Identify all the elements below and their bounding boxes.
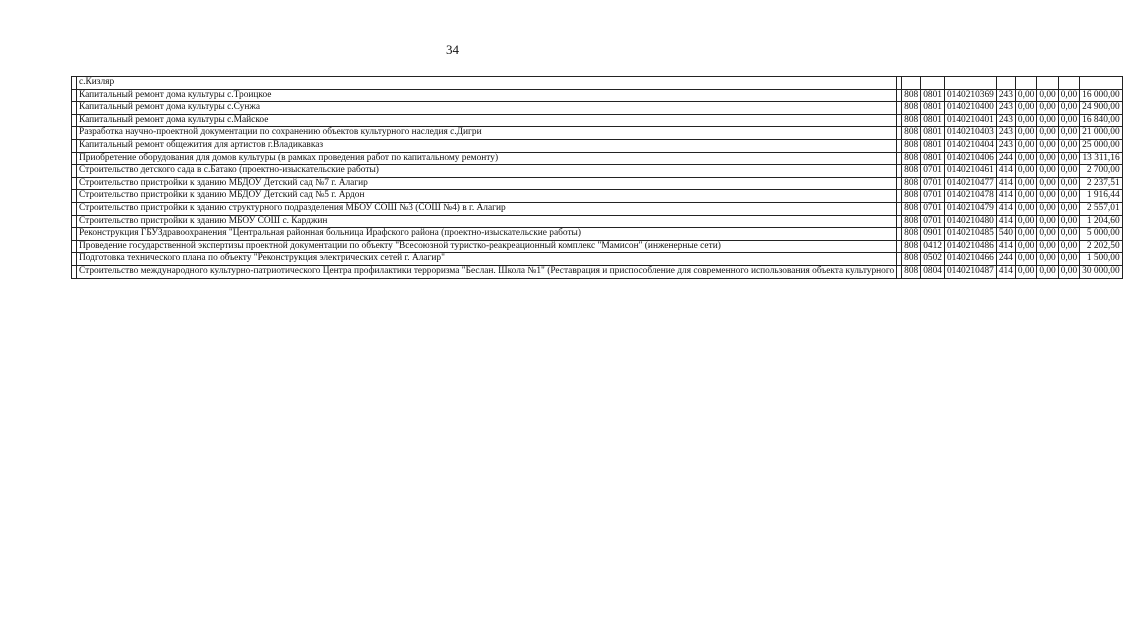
ministry-code-cell: 808 [902, 177, 921, 190]
item-name-cell: Строительство пристройки к зданию МБОУ СОШ с. Карджин [77, 215, 897, 228]
expense-type-cell: 243 [996, 102, 1015, 115]
amount-1-cell: 0,00 [1015, 152, 1036, 165]
item-name-cell: Капитальный ремонт общежития для артистов г.Владикавказ [77, 139, 897, 152]
total-amount-cell: 2 202,50 [1080, 240, 1123, 253]
amount-1-cell: 0,00 [1015, 127, 1036, 140]
item-name-cell: Капитальный ремонт дома культуры с.Сунжа [77, 102, 897, 115]
table-row [72, 152, 1123, 165]
ministry-code-cell: 808 [902, 240, 921, 253]
expense-type-cell: 243 [996, 127, 1015, 140]
section-code-cell: 0701 [921, 202, 945, 215]
amount-2-cell: 0,00 [1037, 165, 1058, 178]
amount-1-cell: 0,00 [1015, 228, 1036, 241]
amount-3-cell: 0,00 [1058, 265, 1079, 278]
item-name-cell: Реконструкция ГБУЗдравоохранения "Центральная районная больница Ирафского района (проектно-изыскательские работы) [77, 228, 897, 241]
target-article-cell: 0140210400 [944, 102, 996, 115]
table-row [72, 240, 1123, 253]
table-row [72, 202, 1123, 215]
section-code-cell: 0801 [921, 102, 945, 115]
total-amount-cell: 5 000,00 [1080, 228, 1123, 241]
total-amount-cell: 2 557,01 [1080, 202, 1123, 215]
amount-1-cell: 0,00 [1015, 202, 1036, 215]
amount-2-cell: 0,00 [1037, 190, 1058, 203]
budget-table [71, 76, 1123, 279]
section-code-cell: 0801 [921, 114, 945, 127]
section-code-cell: 0801 [921, 89, 945, 102]
expense-type-cell: 244 [996, 253, 1015, 266]
target-article-cell: 0140210477 [944, 177, 996, 190]
target-article-cell: 0140210369 [944, 89, 996, 102]
expense-type-cell: 414 [996, 215, 1015, 228]
item-name-cell: Строительство пристройки к зданию МБДОУ Детский сад №5 г. Ардон [77, 190, 897, 203]
target-article-cell: 0140210461 [944, 165, 996, 178]
ministry-code-cell: 808 [902, 102, 921, 115]
table-row [72, 190, 1123, 203]
amount-3-cell: 0,00 [1058, 89, 1079, 102]
amount-3-cell: 0,00 [1058, 240, 1079, 253]
amount-3-cell: 0,00 [1058, 139, 1079, 152]
amount-3-cell: 0,00 [1058, 165, 1079, 178]
ministry-code-cell: 808 [902, 253, 921, 266]
amount-1-cell: 0,00 [1015, 102, 1036, 115]
target-article-cell: 0140210403 [944, 127, 996, 140]
target-article-cell: 0140210404 [944, 139, 996, 152]
expense-type-cell: 414 [996, 240, 1015, 253]
section-code-cell: 0801 [921, 152, 945, 165]
table-row [72, 165, 1123, 178]
total-amount-cell: 2 237,51 [1080, 177, 1123, 190]
table-row [72, 253, 1123, 266]
expense-type-cell: 414 [996, 190, 1015, 203]
amount-2-cell: 0,00 [1037, 102, 1058, 115]
total-amount-cell: 25 000,00 [1080, 139, 1123, 152]
total-amount-cell: 1 916,44 [1080, 190, 1123, 203]
target-article-cell: 0140210486 [944, 240, 996, 253]
total-amount-cell: 16 840,00 [1080, 114, 1123, 127]
table-row [72, 89, 1123, 102]
amount-1-cell: 0,00 [1015, 240, 1036, 253]
amount-1-cell: 0,00 [1015, 253, 1036, 266]
amount-2-cell: 0,00 [1037, 177, 1058, 190]
amount-2-cell: 0,00 [1037, 202, 1058, 215]
target-article-cell: 0140210406 [944, 152, 996, 165]
ministry-code-cell: 808 [902, 114, 921, 127]
target-article-cell: 0140210487 [944, 265, 996, 278]
ministry-code-cell: 808 [902, 139, 921, 152]
amount-3-cell: 0,00 [1058, 102, 1079, 115]
table-row [72, 228, 1123, 241]
section-code-cell: 0701 [921, 190, 945, 203]
section-code-cell: 0801 [921, 127, 945, 140]
amount-2-cell: 0,00 [1037, 89, 1058, 102]
item-name-cell: Разработка научно-проектной документации по сохранению объектов культурного наследия с.Дигри [77, 127, 897, 140]
item-name-cell: Строительство детского сада в с.Батако (проектно-изыскательские работы) [77, 165, 897, 178]
page-number: 34 [446, 42, 459, 57]
expense-type-cell: 244 [996, 152, 1015, 165]
amount-2-cell: 0,00 [1037, 265, 1058, 278]
expense-type-cell: 243 [996, 139, 1015, 152]
target-article-cell: 0140210478 [944, 190, 996, 203]
ministry-code-cell: 808 [902, 265, 921, 278]
section-code-cell: 0804 [921, 265, 945, 278]
amount-2-cell: 0,00 [1037, 215, 1058, 228]
amount-1-cell: 0,00 [1015, 165, 1036, 178]
amount-2-cell [1037, 77, 1058, 90]
section-code-cell: 0701 [921, 177, 945, 190]
item-name-cell: Капитальный ремонт дома культуры с.Майское [77, 114, 897, 127]
table-row [72, 114, 1123, 127]
amount-2-cell: 0,00 [1037, 114, 1058, 127]
table-row [72, 102, 1123, 115]
table-row [72, 77, 1123, 90]
amount-2-cell: 0,00 [1037, 228, 1058, 241]
target-article-cell: 0140210466 [944, 253, 996, 266]
amount-1-cell: 0,00 [1015, 177, 1036, 190]
ministry-code-cell: 808 [902, 215, 921, 228]
target-article-cell [944, 77, 996, 90]
ministry-code-cell: 808 [902, 165, 921, 178]
section-code-cell: 0701 [921, 215, 945, 228]
ministry-code-cell: 808 [902, 228, 921, 241]
ministry-code-cell: 808 [902, 202, 921, 215]
item-name-cell: Подготовка технического плана по объекту "Реконструкция электрических сетей г. Алагир" [77, 253, 897, 266]
amount-3-cell: 0,00 [1058, 190, 1079, 203]
amount-2-cell: 0,00 [1037, 240, 1058, 253]
table-row [72, 265, 1123, 278]
table-row [72, 215, 1123, 228]
section-code-cell: 0701 [921, 165, 945, 178]
item-name-cell: Проведение государственной экспертизы проектной документации по объекту "Всесоюзной туристко-реакреационный комплекс "Мамисон" (инженерные сети) [77, 240, 897, 253]
expense-type-cell: 243 [996, 89, 1015, 102]
table-row [72, 127, 1123, 140]
section-code-cell: 0801 [921, 139, 945, 152]
amount-3-cell: 0,00 [1058, 202, 1079, 215]
table-row [72, 177, 1123, 190]
amount-3-cell [1058, 77, 1079, 90]
total-amount-cell: 1 500,00 [1080, 253, 1123, 266]
amount-1-cell [1015, 77, 1036, 90]
item-name-cell: Капитальный ремонт дома культуры с.Троицкое [77, 89, 897, 102]
total-amount-cell: 13 311,16 [1080, 152, 1123, 165]
section-code-cell: 0901 [921, 228, 945, 241]
section-code-cell: 0502 [921, 253, 945, 266]
amount-3-cell: 0,00 [1058, 127, 1079, 140]
amount-1-cell: 0,00 [1015, 190, 1036, 203]
amount-3-cell: 0,00 [1058, 228, 1079, 241]
total-amount-cell: 21 000,00 [1080, 127, 1123, 140]
total-amount-cell: 1 204,60 [1080, 215, 1123, 228]
ministry-code-cell: 808 [902, 127, 921, 140]
item-name-cell: Строительство пристройки к зданию МБДОУ Детский сад №7 г. Алагир [77, 177, 897, 190]
ministry-code-cell: 808 [902, 89, 921, 102]
amount-2-cell: 0,00 [1037, 127, 1058, 140]
amount-3-cell: 0,00 [1058, 114, 1079, 127]
expense-type-cell: 243 [996, 114, 1015, 127]
amount-1-cell: 0,00 [1015, 265, 1036, 278]
amount-1-cell: 0,00 [1015, 89, 1036, 102]
table-row [72, 139, 1123, 152]
expense-type-cell: 414 [996, 265, 1015, 278]
item-name-cell: Строительство пристройки к зданию структурного подразделения МБОУ СОШ №3 (СОШ №4) в г. Алагир [77, 202, 897, 215]
amount-1-cell: 0,00 [1015, 139, 1036, 152]
ministry-code-cell: 808 [902, 152, 921, 165]
total-amount-cell [1080, 77, 1123, 90]
expense-type-cell: 414 [996, 177, 1015, 190]
expense-type-cell: 414 [996, 165, 1015, 178]
ministry-code-cell: 808 [902, 190, 921, 203]
total-amount-cell: 30 000,00 [1080, 265, 1123, 278]
target-article-cell: 0140210479 [944, 202, 996, 215]
target-article-cell: 0140210485 [944, 228, 996, 241]
amount-2-cell: 0,00 [1037, 139, 1058, 152]
expense-type-cell: 540 [996, 228, 1015, 241]
amount-3-cell: 0,00 [1058, 253, 1079, 266]
expense-type-cell: 414 [996, 202, 1015, 215]
expense-type-cell [996, 77, 1015, 90]
total-amount-cell: 16 000,00 [1080, 89, 1123, 102]
budget-table-body [72, 77, 1123, 279]
item-name-cell: Строительство международного культурно-патриотического Центра профилактики терроризма "Беслан. Школа №1" (Реставрация и приспособление для современного использования объекта культурного [77, 265, 897, 278]
amount-2-cell: 0,00 [1037, 253, 1058, 266]
ministry-code-cell [902, 77, 921, 90]
amount-3-cell: 0,00 [1058, 215, 1079, 228]
total-amount-cell: 2 700,00 [1080, 165, 1123, 178]
amount-2-cell: 0,00 [1037, 152, 1058, 165]
item-name-cell: Приобретение оборудования для домов культуры (в рамках проведения работ по капитальному ремонту) [77, 152, 897, 165]
section-code-cell: 0412 [921, 240, 945, 253]
target-article-cell: 0140210401 [944, 114, 996, 127]
amount-3-cell: 0,00 [1058, 177, 1079, 190]
total-amount-cell: 24 900,00 [1080, 102, 1123, 115]
amount-1-cell: 0,00 [1015, 215, 1036, 228]
amount-1-cell: 0,00 [1015, 114, 1036, 127]
amount-3-cell: 0,00 [1058, 152, 1079, 165]
target-article-cell: 0140210480 [944, 215, 996, 228]
section-code-cell [921, 77, 945, 90]
item-name-cell: с.Кизляр [77, 77, 897, 90]
